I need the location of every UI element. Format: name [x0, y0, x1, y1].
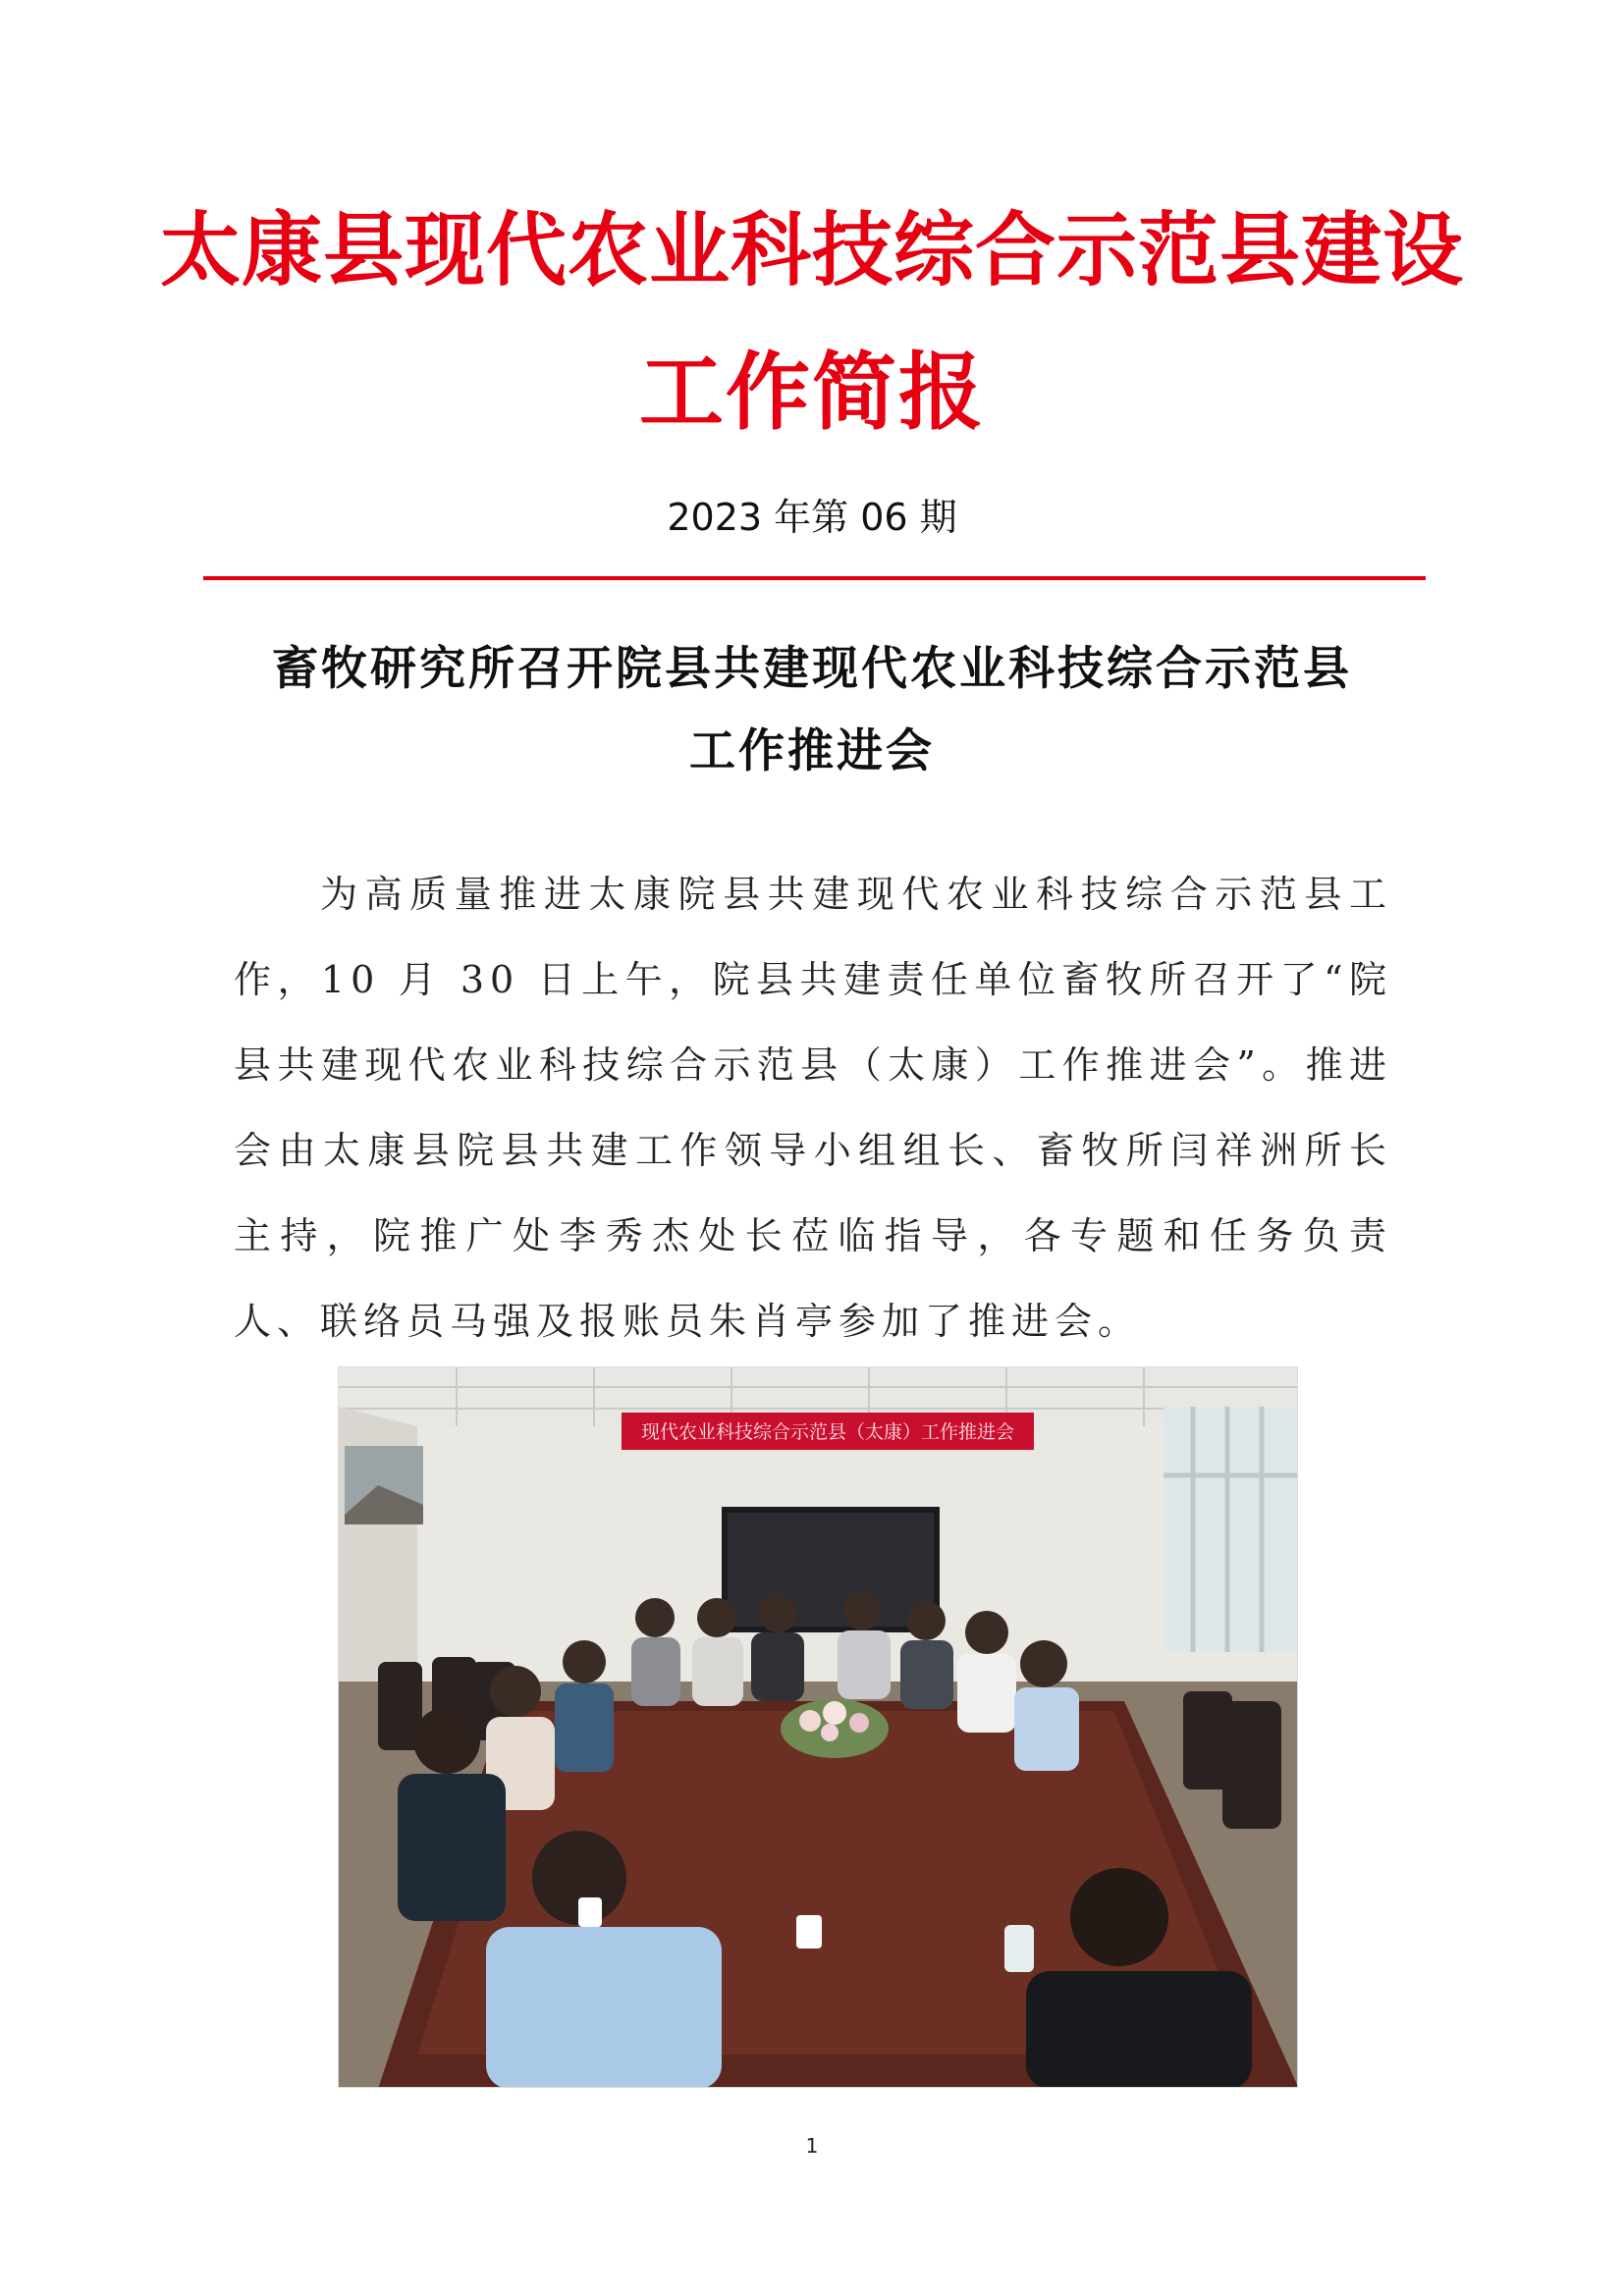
- masthead-subtitle: 工作简报: [639, 343, 985, 442]
- issue-number: 2023 年第 06 期: [667, 496, 957, 539]
- article-title: [177, 628, 1447, 793]
- red-divider: [203, 576, 1426, 580]
- article-body: 为高质量推进太康院县共建现代农业科技综合示范县工作，10 月 30 日上午，院县共建责任单位畜牧所召开了“院县共建现代农业科技综合示范县（太康）工作推进会”。推进会由太康县院县共建工作领导小组组长、畜牧所闫祥洲所长主持，院推广处李秀杰处长莅临指导，各专题和任务负责人、联络员马强及报账员朱肖亭参加了推进会。: [234, 873, 1392, 1343]
- page-number: 1: [805, 2134, 819, 2158]
- article-title-line1: 畜牧研究所召开院县共建现代农业科技综合示范县: [272, 642, 1352, 696]
- photo-banner-text: 现代农业科技综合示范县（太康）工作推进会: [640, 1421, 1015, 1443]
- article-title-line2: 工作推进会: [689, 724, 935, 778]
- meeting-photo: [338, 1366, 1298, 2088]
- meeting-photo-illustration: [339, 1367, 1298, 2088]
- masthead-title: 太康县现代农业科技综合示范县建设: [159, 203, 1464, 297]
